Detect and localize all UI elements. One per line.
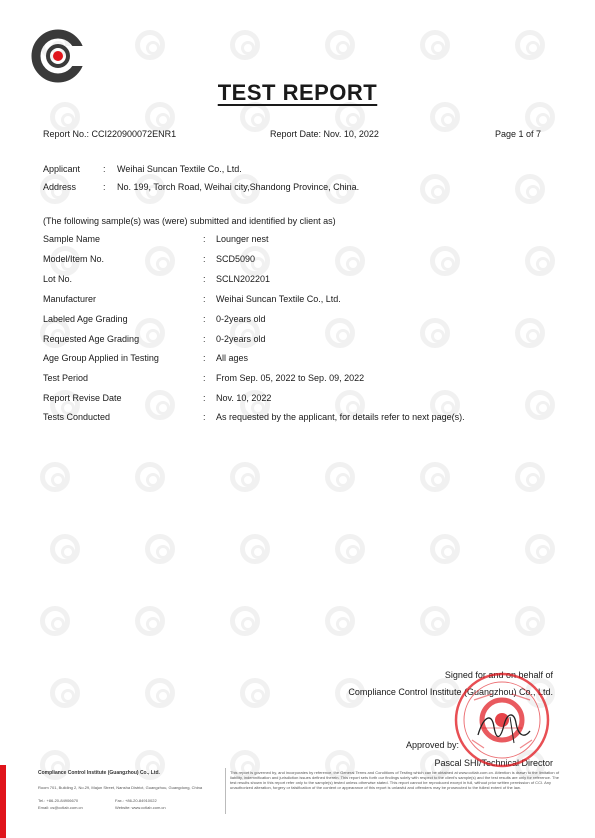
sample-label: Labeled Age Grading (43, 314, 128, 324)
watermark-logo-icon (135, 30, 165, 60)
sample-label: Model/Item No. (43, 254, 105, 264)
watermark-logo-icon (135, 462, 165, 492)
cci-logo-icon (30, 28, 86, 84)
colon: : (203, 254, 206, 264)
watermark-logo-icon (135, 606, 165, 636)
watermark-logo-icon (240, 102, 270, 132)
sample-label: Report Revise Date (43, 393, 122, 403)
sample-label: Tests Conducted (43, 412, 111, 422)
watermark-logo-icon (515, 30, 545, 60)
watermark-logo-icon (145, 678, 175, 708)
signed-for-text: Signed for and on behalf of (444, 670, 553, 680)
watermark-logo-icon (430, 246, 460, 276)
watermark-logo-icon (230, 606, 260, 636)
footer-tel: Tel.: +86-20-84906670 (38, 798, 79, 803)
signer-name: Pascal SHI/Technical Director (434, 758, 553, 768)
report-title: TEST REPORT (217, 80, 378, 105)
watermark-logo-icon (515, 606, 545, 636)
footer-fax: Fax.: +86-20-84910022 (115, 798, 157, 803)
sample-value: Weihai Suncan Textile Co., Ltd. (216, 294, 341, 304)
watermark-logo-icon (525, 246, 555, 276)
sample-value: 0-2years old (216, 334, 266, 344)
sample-value: All ages (216, 353, 249, 363)
address-value: No. 199, Torch Road, Weihai city,Shandong Province, China. (117, 182, 360, 192)
sample-value: Lounger nest (216, 234, 269, 244)
footer-address: Room 701, Building 2, No.29, Majun Street, Nansha District, Guangzhou, Guangdong, China (38, 785, 203, 790)
sample-label: Manufacturer (43, 294, 97, 304)
watermark-logo-icon (145, 246, 175, 276)
watermark-logo-icon (325, 606, 355, 636)
signature-icon (470, 705, 540, 747)
watermark-logo-icon (50, 534, 80, 564)
watermark-logo-icon (40, 606, 70, 636)
footer-accent-bar (0, 765, 6, 838)
watermark-logo-icon (145, 534, 175, 564)
sample-label: Sample Name (43, 234, 101, 244)
watermark-logo-icon (420, 318, 450, 348)
watermark-logo-icon (430, 102, 460, 132)
sample-value: Nov. 10, 2022 (216, 393, 272, 403)
colon: : (203, 373, 206, 383)
watermark-logo-icon (335, 534, 365, 564)
colon: : (203, 393, 206, 403)
watermark-logo-icon (50, 102, 80, 132)
footer-divider (225, 768, 226, 814)
applicant-value: Weihai Suncan Textile Co., Ltd. (117, 164, 242, 174)
report-date: Report Date: Nov. 10, 2022 (270, 129, 379, 139)
watermark-logo-icon (430, 534, 460, 564)
watermark-logo-icon (50, 678, 80, 708)
colon: : (203, 234, 206, 244)
watermark-logo-icon (525, 102, 555, 132)
sample-label: Test Period (43, 373, 89, 383)
watermark-logo-icon (525, 390, 555, 420)
watermark-logo-icon (325, 318, 355, 348)
colon: : (203, 314, 206, 324)
colon: : (203, 353, 206, 363)
sample-value: As requested by the applicant, for details refer to next page(s). (216, 412, 465, 422)
sample-value: From Sep. 05, 2022 to Sep. 09, 2022 (216, 373, 365, 383)
watermark-logo-icon (420, 30, 450, 60)
footer-email: Email: cs@cctlab.com.cn (38, 805, 83, 810)
watermark-logo-icon (135, 318, 165, 348)
colon: : (203, 274, 206, 284)
watermark-logo-icon (230, 462, 260, 492)
colon: : (203, 334, 206, 344)
address-label: Address (43, 182, 77, 192)
sample-label: Lot No. (43, 274, 73, 284)
colon: : (103, 182, 106, 192)
sample-value: 0-2years old (216, 314, 266, 324)
watermark-logo-icon (325, 30, 355, 60)
page-number: Page 1 of 7 (495, 129, 542, 139)
submission-note: (The following sample(s) was (were) submitted and identified by client as) (43, 216, 336, 226)
footer-website: Website: www.cctlab.com.cn (115, 805, 166, 810)
footer-company: Compliance Control Institute (Guangzhou) Co., Ltd. (38, 770, 160, 776)
applicant-label: Applicant (43, 164, 81, 174)
colon: : (103, 164, 106, 174)
sample-value: SCD5090 (216, 254, 256, 264)
watermark-logo-icon (515, 462, 545, 492)
colon: : (203, 294, 206, 304)
sample-label: Requested Age Grading (43, 334, 140, 344)
sample-value: SCLN202201 (216, 274, 271, 284)
watermark-logo-icon (325, 462, 355, 492)
watermark-logo-icon (335, 102, 365, 132)
watermark-logo-icon (515, 174, 545, 204)
watermark-logo-icon (420, 606, 450, 636)
colon: : (203, 412, 206, 422)
sample-label: Age Group Applied in Testing (43, 353, 159, 363)
report-number: Report No.: CCI220900072ENR1 (43, 129, 177, 139)
watermark-logo-icon (515, 318, 545, 348)
approved-by-label: Approved by: (405, 740, 459, 750)
watermark-logo-icon (230, 30, 260, 60)
watermark-logo-icon (420, 462, 450, 492)
watermark-logo-icon (40, 462, 70, 492)
signing-company: Compliance Control Institute (Guangzhou) Co., Ltd. (348, 687, 553, 697)
footer-terms: This report is governed by, and incorporates by reference, the General Terms and Conditions of Testing which can be obtained at www.cctlab.com.cn. Attention is drawn to the limitation of liability, indemnification and jurisdiction issues defined therein. This report sets forth our findings solely with respect to the client's sample(s) and the test results are only for reference. The test results shown in this report refer only to the sample(s) tested unless otherwise stated. This report cannot be reproduced except in full, without prior written permission of CCI. Any unauthorized alteration, forgery or falsification of the content or appearance of this report is unlawful and offenders may be prosecuted to the fullest extent of the law. (230, 770, 560, 790)
watermark-logo-icon (525, 534, 555, 564)
watermark-logo-icon (240, 678, 270, 708)
watermark-logo-icon (145, 390, 175, 420)
watermark-logo-icon (240, 534, 270, 564)
watermark-logo-icon (335, 246, 365, 276)
watermark-logo-icon (145, 102, 175, 132)
watermark-logo-icon (420, 174, 450, 204)
